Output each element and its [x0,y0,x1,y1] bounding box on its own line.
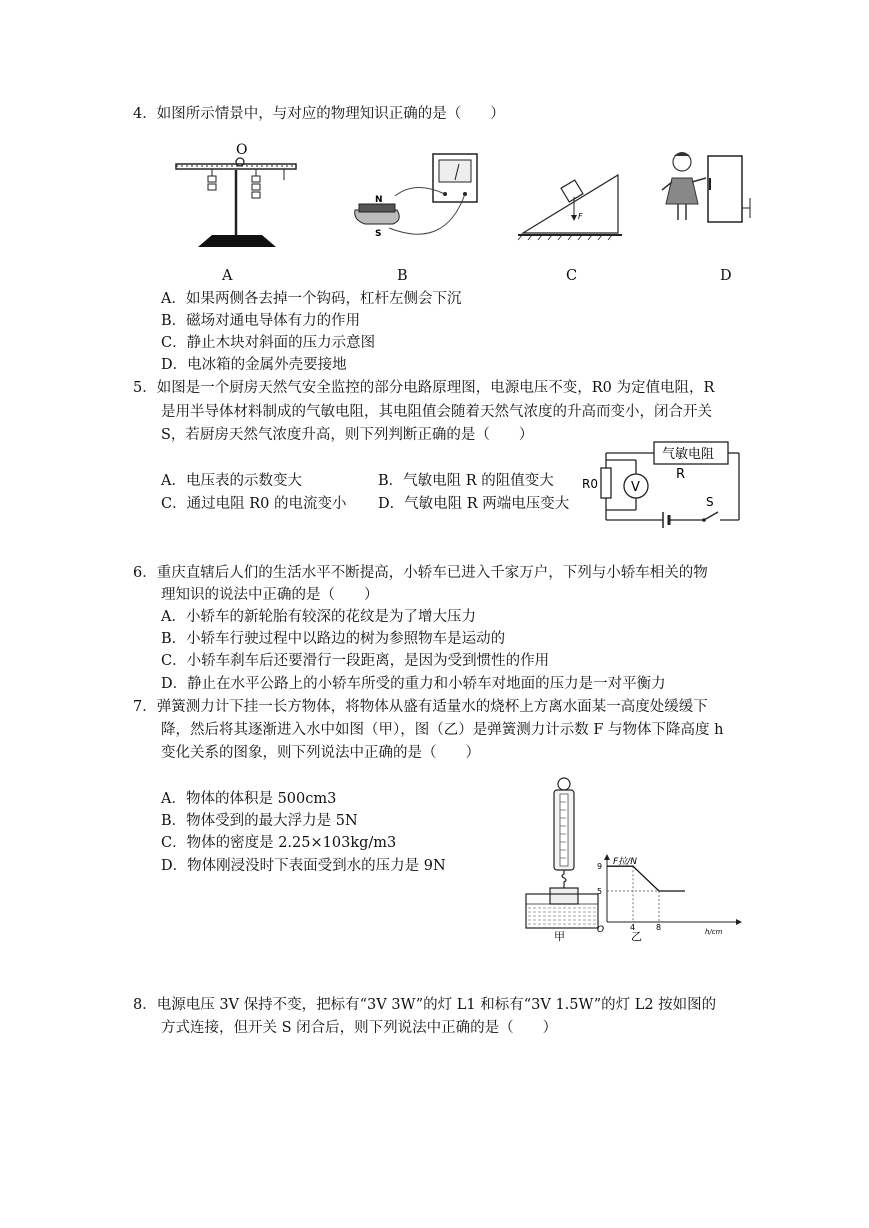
q4-option-d: D．电冰箱的金属外壳要接地 [161,357,347,373]
q7-stem-line-1: 7．弹簧测力计下挂一长方物体，将物体从盛有适量水的烧杯上方离水面某一高度处缓缓下 [133,699,708,715]
voltmeter-label: V [631,480,640,495]
chart-y-tick-label: 9 [597,862,603,872]
force-f-label: F [578,212,583,221]
q5-stem-line-2: 是用半导体材料制成的气敏电阻，其电阻值会随着天然气浓度的升高而变小，闭合开关 [161,404,712,420]
q5-option-a: A．电压表的示数变大 [161,473,302,489]
q4-fig-label-a: A [222,268,233,284]
q4-figure-d-fridge [658,148,758,233]
q4-option-b: B．磁场对通电导体有力的作用 [161,313,361,329]
sensor-r-label: R [676,467,686,482]
q6-option-d: D．静止在水平公路上的小轿车所受的重力和小轿车对地面的压力是一对平衡力 [161,676,666,692]
q5-stem-line-1: 5．如图是一个厨房天然气安全监控的部分电路原理图，电源电压不变，R0 为定值电阻，R [133,380,715,396]
q4-option-c: C．静止木块对斜面的压力示意图 [161,335,376,351]
chart-x-tick-label: 8 [656,923,662,932]
pole-n-label: N [375,195,383,205]
pole-s-label: S [375,229,382,239]
q7-option-b: B．物体受到的最大浮力是 5N [161,813,358,829]
q5-stem-line-3: S，若厨房天然气浓度升高，则下列判断正确的是（ ） [161,427,534,443]
chart-y-tick-label: 5 [597,887,603,896]
chart-origin-label: O [597,925,605,935]
q7-figure-yi-chart [593,854,743,943]
chart-y-label: F拉/N [613,857,637,867]
chart-x-label: h/cm [705,928,723,936]
q6-option-a: A．小轿车的新轮胎有较深的花纹是为了增大压力 [161,609,476,625]
switch-s-label: S [706,495,714,509]
q4-fig-label-d: D [720,268,732,284]
q8-stem-line-2: 方式连接，但开关 S 闭合后，则下列说法中正确的是（ ） [161,1020,558,1036]
label-yi: 乙 [631,930,642,943]
label-jia: 甲 [554,930,565,943]
q5-circuit-diagram [578,440,743,525]
q7-stem-line-2: 降，然后将其逐渐进入水中如图（甲），图（乙）是弹簧测力计示数 F 与物体下降高度 h [161,722,724,738]
q4-figure-c-incline [518,165,623,240]
q6-stem-line-2: 理知识的说法中正确的是（ ） [161,587,379,603]
q4-option-a: A．如果两侧各去掉一个钩码，杠杆左侧会下沉 [161,291,462,307]
q7-option-d: D．物体刚浸没时下表面受到水的压力是 9N [161,858,446,874]
q6-option-c: C．小轿车刹车后还要滑行一段距离，是因为受到惯性的作用 [161,653,550,669]
q5-option-b: B．气敏电阻 R 的阻值变大 [378,473,554,489]
q6-option-b: B．小轿车行驶过程中以路边的树为参照物车是运动的 [161,631,506,647]
q4-figure-a-lever [172,142,302,252]
chart-x-tick-label: 4 [630,923,636,932]
chart-series-line [607,866,685,891]
q8-stem-line-1: 8．电源电压 3V 保持不变，把标有“3V 3W”的灯 L1 和标有“3V 1.5W”的灯 L2 按如图的 [133,997,717,1013]
q5-option-c: C．通过电阻 R0 的电流变小 [161,496,347,512]
q4-figure-b-magnet [345,150,485,245]
q7-option-c: C．物体的密度是 2.25×103kg/m3 [161,835,397,851]
q4-stem: 4．如图所示情景中，与对应的物理知识正确的是（ ） [133,106,505,122]
q4-fig-label-b: B [397,268,408,284]
q5-option-d: D．气敏电阻 R 两端电压变大 [378,496,570,512]
q6-stem-line-1: 6．重庆直辖后人们的生活水平不断提高，小轿车已进入千家万户，下列与小轿车相关的物 [133,565,708,581]
q7-stem-line-3: 变化关系的图象，则下列说法中正确的是（ ） [161,745,480,761]
r0-label: R0 [582,477,598,491]
q4-fig-label-c: C [566,268,578,284]
lever-pivot-label: O [236,142,248,158]
sensor-label: 气敏电阻 [662,447,715,462]
q7-option-a: A．物体的体积是 500cm3 [161,791,337,807]
